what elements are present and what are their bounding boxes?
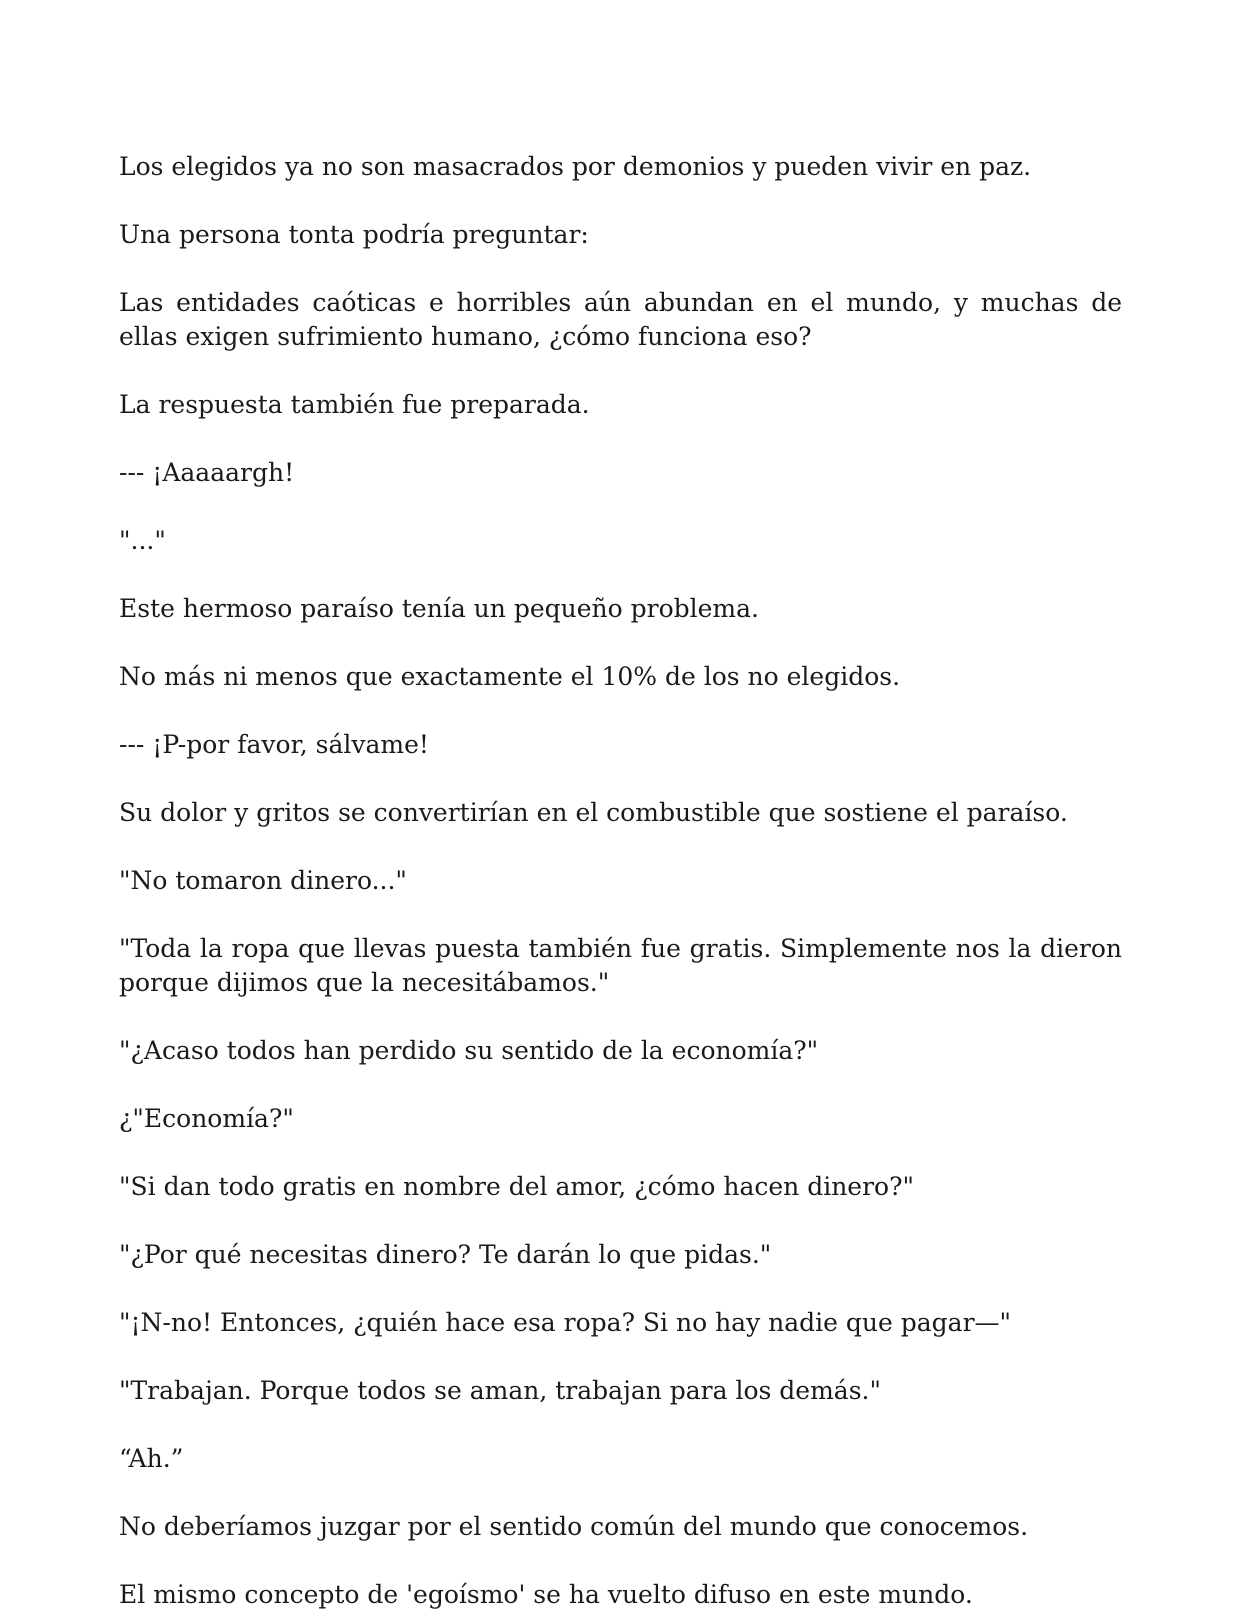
- dialogue-line: "¿Por qué necesitas dinero? Te darán lo que pidas.": [119, 1240, 772, 1269]
- dialogue-line: "No tomaron dinero...": [119, 866, 407, 895]
- paragraph: Los elegidos ya no son masacrados por demonios y pueden vivir en paz.: [119, 152, 1032, 181]
- dialogue-line: "Si dan todo gratis en nombre del amor, ¿cómo hacen dinero?": [119, 1172, 915, 1201]
- dialogue-line: "¿Acaso todos han perdido su sentido de la economía?": [119, 1036, 819, 1065]
- paragraph: Este hermoso paraíso tenía un pequeño problema.: [119, 594, 759, 623]
- dialogue-line: --- ¡P-por favor, sálvame!: [119, 730, 429, 759]
- dialogue-line: "¡N-no! Entonces, ¿quién hace esa ropa? Si no hay nadie que pagar—": [119, 1308, 1012, 1337]
- dialogue-line: “Ah.”: [119, 1444, 184, 1473]
- dialogue-line: "Toda la ropa que llevas puesta también fue gratis. Simplemente nos la dieron porque dijimos que la necesitábamos.": [119, 934, 1122, 997]
- paragraph: No deberíamos juzgar por el sentido común del mundo que conocemos.: [119, 1512, 1029, 1541]
- paragraph: La respuesta también fue preparada.: [119, 390, 590, 419]
- paragraph: Las entidades caóticas e horribles aún abundan en el mundo, y muchas de ellas exigen sufrimiento humano, ¿cómo funciona eso?: [119, 288, 1122, 351]
- dialogue-line: --- ¡Aaaaargh!: [119, 458, 295, 487]
- paragraph: Una persona tonta podría preguntar:: [119, 220, 589, 249]
- document-body: [119, 150, 1122, 1617]
- dialogue-line: "...": [119, 526, 166, 555]
- paragraph: Su dolor y gritos se convertirían en el combustible que sostiene el paraíso.: [119, 798, 1068, 827]
- dialogue-line: "Trabajan. Porque todos se aman, trabajan para los demás.": [119, 1376, 881, 1405]
- paragraph: No más ni menos que exactamente el 10% de los no elegidos.: [119, 662, 901, 691]
- dialogue-line: ¿"Economía?": [119, 1104, 294, 1133]
- paragraph: El mismo concepto de 'egoísmo' se ha vuelto difuso en este mundo.: [119, 1580, 973, 1609]
